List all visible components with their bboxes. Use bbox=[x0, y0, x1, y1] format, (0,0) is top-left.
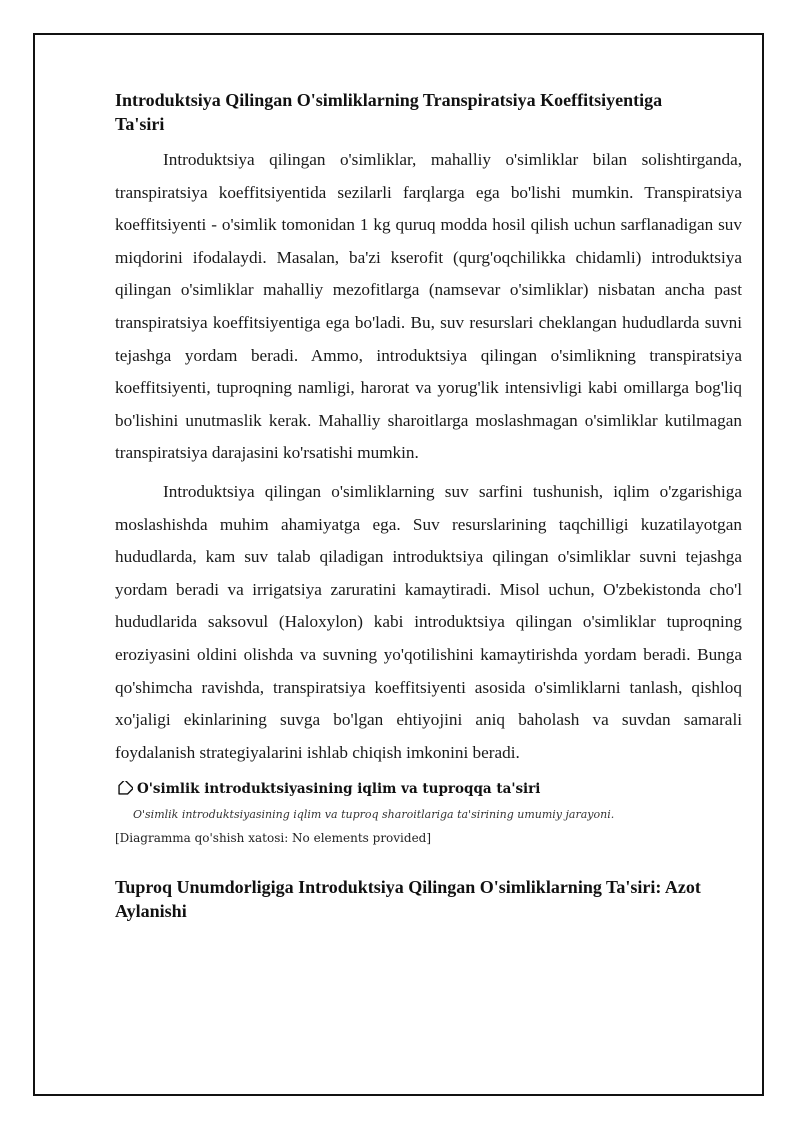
diagram-error-message: [Diagramma qo'shish xatosi: No elements provided] bbox=[115, 831, 432, 846]
section-heading: Tuproq Unumdorligiga Introduktsiya Qilingan O'simliklarning Ta'siri: Azot Aylanishi bbox=[115, 877, 701, 922]
diagram-title-text: O'simlik introduktsiyasining iqlim va tuproqqa ta'siri bbox=[137, 781, 541, 798]
body-paragraph: Introduktsiya qilingan o'simliklarning suv sarfini tushunish, iqlim o'zgarishiga moslashishda muhim ahamiyatga ega. Suv resurslarining taqchilligi kuzatilayotgan hududlarda, kam suv talab qiladigan introduktsiya qilingan o'simliklar suvni tejashga yordam beradi va irrigatsiya zaruratini kamaytiradi. Misol uchun, O'zbekistonda cho'l hududlarida saksovul (Haloxylon) kabi introduktsiya qilingan o'simliklar tuproqning eroziyasini oldini olishda va suvning yo'qotilishini kamaytirishda yordam beradi. Bunga qo'shimcha ravishda, transpiratsiya koeffitsiyenti asosida o'simliklarni tanlash, qishloq xo'jaligi ekinlarining suvga bo'lgan ehtiyojini aniq baholash va suvdan samarali foydalanish strategiyalarini ishlab chiqish imkonini beradi. bbox=[115, 481, 742, 762]
diagram-title bbox=[115, 779, 742, 799]
body-paragraph: Introduktsiya qilingan o'simliklar, mahalliy o'simliklar bilan solishtirganda, transpiratsiya koeffitsiyentida sezilarli farqlarga ega bo'lishi mumkin. Transpiratsiya koeffitsiyenti - o'simlik tomonidan 1 kg quruq modda hosil qilish uchun sarflanadigan suv miqdorini ifodalaydi. Masalan, ba'zi kserofit (qurg'oqchilikka chidamli) introduktsiya qilingan o'simliklar mahalliy mezofitlarga (namsevar o'simliklar) nisbatan ancha past transpiratsiya koeffitsiyentiga ega bo'ladi. Bu, suv resurslari cheklangan hududlarda suvni tejashga yordam beradi. Ammo, introduktsiya qilingan o'simlikning transpiratsiya koeffitsiyenti, tuproqning namligi, harorat va yorug'lik intensivligi kabi omillarga bog'liq bo'lishini unutmaslik kerak. Mahalliy sharoitlarga moslashmagan o'simliklar kutilmagan transpiratsiya darajasini ko'rsatishi mumkin. bbox=[115, 150, 742, 463]
diagram-block bbox=[115, 779, 742, 847]
document-content bbox=[115, 88, 742, 923]
diagram-caption: O'simlik introduktsiyasining iqlim va tuproq sharoitlariga ta'sirining umumiy jarayoni. bbox=[133, 808, 615, 822]
tag-icon bbox=[115, 781, 133, 797]
section-heading: Introduktsiya Qilingan O'simliklarning Transpiratsiya Koeffitsiyentiga Ta'siri bbox=[115, 90, 663, 134]
